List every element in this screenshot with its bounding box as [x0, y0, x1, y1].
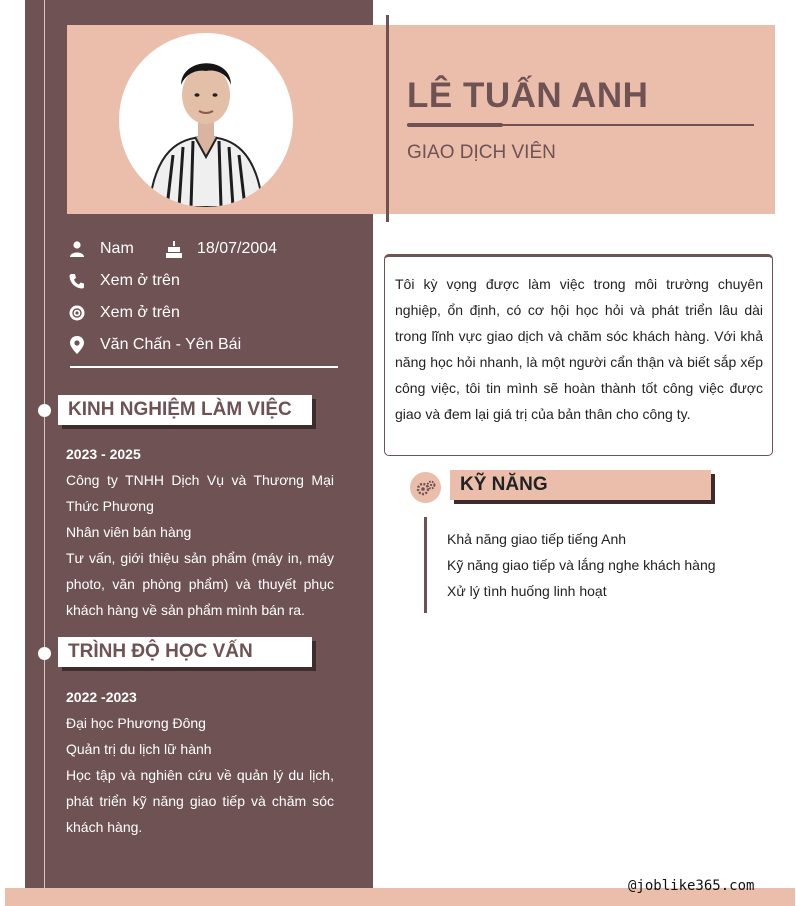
birthday-cake-icon [165, 240, 183, 258]
timeline-line [44, 0, 45, 906]
skills-bar [424, 517, 427, 613]
experience-position: Nhân viên bán hàng [66, 524, 192, 540]
education-school: Đại học Phương Đông [66, 715, 206, 731]
gender-value: Nam [100, 240, 134, 257]
skills-list [447, 526, 716, 604]
experience-period: 2023 - 2025 [66, 446, 141, 462]
timeline-dot [38, 647, 51, 660]
skills-heading: KỸ NĂNG [450, 470, 711, 500]
contact-phone [68, 270, 180, 292]
contact-divider [70, 366, 338, 368]
gears-icon [410, 472, 441, 503]
education-period: 2022 -2023 [66, 689, 137, 705]
education-heading: TRÌNH ĐỘ HỌC VẤN [58, 637, 312, 667]
career-objective: Tôi kỳ vọng được làm việc trong môi trường chuyên nghiệp, ổn định, có cơ hội học hỏi và phát triển lâu dài trong lĩnh vực giao dịch và chăm sóc khách hàng. Với khả năng học hỏi nhanh, là một người cẩn thận và biết sắp xếp công việc, tôi tin mình sẽ hoàn thành tốt công việc được giao và đem lại giá trị của bản thân cho công ty. [384, 254, 773, 456]
birthday-value: 18/07/2004 [197, 240, 278, 257]
education-major: Quản trị du lịch lữ hành [66, 741, 212, 757]
timeline-dot [38, 404, 51, 417]
skill-item: Kỹ năng giao tiếp và lắng nghe khách hàng [447, 557, 716, 573]
header-divider [386, 15, 389, 222]
contact-gender [68, 238, 134, 260]
candidate-name: LÊ TUẤN ANH [407, 76, 649, 115]
contact-address [68, 334, 241, 356]
job-title: GIAO DỊCH VIÊN [407, 142, 556, 163]
avatar [119, 33, 293, 207]
phone-icon [68, 272, 86, 290]
education-entry [66, 684, 334, 840]
experience-company: Công ty TNHH Dịch Vụ và Thương Mại Thức Phương [66, 472, 334, 514]
phone-value: Xem ở trên [100, 272, 180, 289]
user-icon [68, 240, 86, 258]
experience-description: Tư vấn, giới thiệu sản phẩm (máy in, máy photo, văn phòng phẩm) và thuyết phục khách hàng về sản phẩm mình bán ra. [66, 550, 334, 618]
skill-item: Khả năng giao tiếp tiếng Anh [447, 531, 627, 547]
address-value: Văn Chấn - Yên Bái [100, 336, 242, 353]
watermark: @joblike365.com [628, 878, 755, 894]
location-pin-icon [68, 336, 86, 354]
name-underline-accent [407, 123, 503, 127]
experience-entry [66, 441, 334, 623]
contact-email [68, 302, 180, 324]
email-value: Xem ở trên [100, 304, 180, 321]
skill-item: Xử lý tình huống linh hoạt [447, 583, 607, 599]
contact-birthday [165, 238, 277, 260]
education-description: Học tập và nghiên cứu về quản lý du lịch, phát triển kỹ năng giao tiếp và chăm sóc khách hàng. [66, 767, 334, 835]
experience-heading: KINH NGHIỆM LÀM VIỆC [58, 395, 312, 425]
at-sign-icon [68, 304, 86, 322]
